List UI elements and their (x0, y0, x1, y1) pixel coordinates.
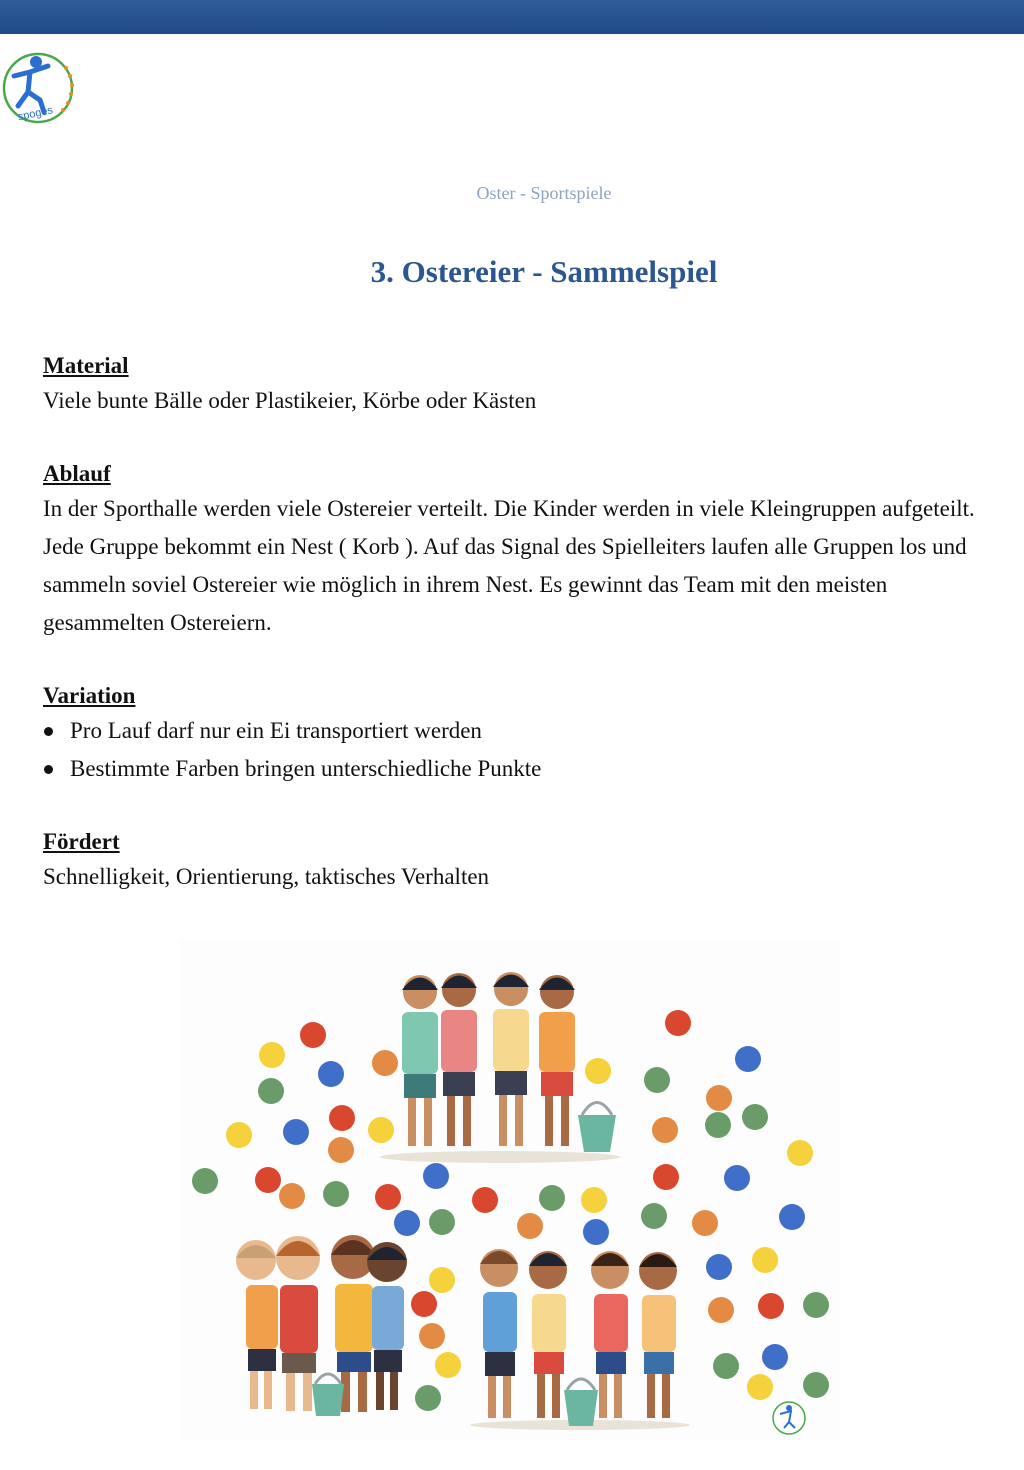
spoges-logo (0, 46, 80, 128)
document-body (43, 350, 993, 896)
top-bar (0, 0, 1024, 34)
bullet-icon (44, 727, 53, 736)
material-heading: Material (43, 353, 129, 378)
ablauf-heading: Ablauf (43, 461, 111, 486)
ablauf-text: In der Sporthalle werden viele Ostereier verteilt. Die Kinder werden in viele Kleingruppen aufgeteilt. Jede Gruppe bekommt ein Nest ( Korb ). Auf das Signal des Spielleiters laufen alle Gruppen los und sammeln soviel Ostereier wie möglich in ihrem Nest. Es gewinnt das Team mit den meisten gesammelten Ostereiern. (43, 496, 975, 635)
material-text: Viele bunte Bälle oder Plastikeier, Körbe oder Kästen (43, 388, 537, 413)
list-item: Bestimmte Farben bringen unterschiedliche Punkte (43, 750, 993, 788)
document-subtitle: Oster - Sportspiele (476, 183, 612, 203)
foerdert-text: Schnelligkeit, Orientierung, taktisches Verhalten (43, 864, 490, 889)
list-item: Pro Lauf darf nur ein Ei transportiert werden (43, 712, 993, 750)
small-logo-icon (773, 1402, 805, 1434)
page-title: 3. Ostereier - Sammelspiel (370, 254, 718, 289)
variation-list (43, 712, 993, 788)
variation-heading: Variation (43, 683, 136, 708)
easter-egg-game-illustration (180, 940, 840, 1440)
foerdert-heading: Fördert (43, 829, 120, 854)
svg-text:spoges: spoges (16, 104, 55, 124)
bullet-icon (44, 765, 53, 774)
